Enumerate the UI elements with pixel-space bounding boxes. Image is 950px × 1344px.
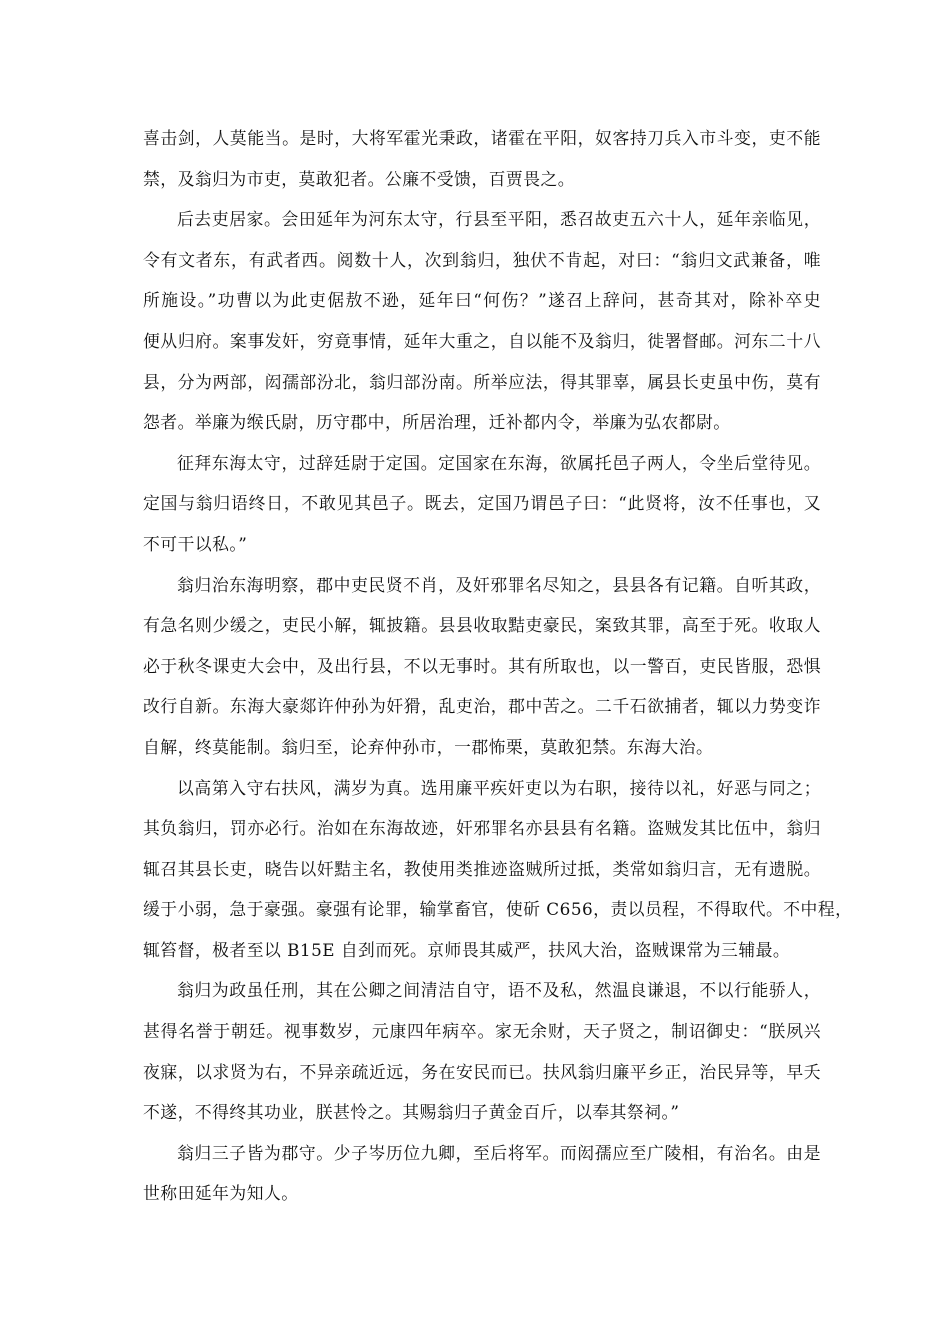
text-line: 世称田延年为知人。 bbox=[143, 1183, 299, 1204]
text-line: 翁归治东海明察，郡中吏民贤不肖，及奸邪罪名尽知之，县县各有记籍。自听其政， bbox=[177, 574, 821, 595]
text-line: 其负翁归，罚亦必行。治如在东海故迹，奸邪罪名亦县县有名籍。盗贼发其比伍中，翁归 bbox=[143, 818, 821, 839]
text-line: 有急名则少缓之，吏民小解，辄披籍。县县收取黠吏豪民，案致其罪，高至于死。收取人 bbox=[143, 615, 821, 636]
text-line: 自解，终莫能制。翁归至，论弃仲孙市，一郡怖栗，莫敢犯禁。东海大治。 bbox=[143, 736, 714, 757]
text-line: 改行自新。东海大豪郯许仲孙为奸猾，乱吏治，郡中苦之。二千石欲捕者，辄以力势变诈 bbox=[143, 696, 821, 717]
text-line: 翁归三子皆为郡守。少子岑历位九卿，至后将军。而闳孺应至广陵相，有治名。由是 bbox=[177, 1142, 821, 1163]
text-line: 令有文者东，有武者西。阅数十人，次到翁归，独伏不肯起，对曰：“翁归文武兼备，唯 bbox=[143, 249, 821, 270]
text-line: 禁，及翁归为市吏，莫敢犯者。公廉不受馈，百贾畏之。 bbox=[143, 168, 576, 189]
text-line: 甚得名誉于朝廷。视事数岁，元康四年病卒。家无余财，天子贤之，制诏御史：“朕夙兴 bbox=[143, 1021, 821, 1042]
text-line: 怨者。举廉为缑氏尉，历守郡中，所居治理，迁补都内令，举廉为弘农都尉。 bbox=[143, 412, 731, 433]
text-line: 翁归为政虽任刑，其在公卿之间清洁自守，语不及私，然温良谦退，不以行能骄人， bbox=[177, 980, 821, 1001]
text-line: 喜击剑，人莫能当。是时，大将军霍光秉政，诸霍在平阳，奴客持刀兵入市斗变，吏不能 bbox=[143, 128, 821, 148]
text-line: 征拜东海太守，过辞廷尉于定国。定国家在东海，欲属托邑子两人，令坐后堂待见。 bbox=[177, 452, 821, 473]
text-line: 以高第入守右扶风，满岁为真。选用廉平疾奸吏以为右职，接待以礼，好恶与同之； bbox=[177, 777, 821, 798]
text-line: 后去吏居家。会田延年为河东太守，行县至平阳，悉召故吏五六十人，延年亲临见， bbox=[177, 209, 821, 230]
text-line: 便从归府。案事发奸，穷竟事情，延年大重之，自以能不及翁归，徙署督邮。河东二十八 bbox=[143, 330, 821, 351]
text-line: 不遂，不得终其功业，朕甚怜之。其赐翁归子黄金百斤，以奉其祭祠。” bbox=[143, 1102, 680, 1123]
document-body bbox=[143, 118, 853, 1214]
text-line: 不可干以私。” bbox=[143, 533, 248, 554]
text-line: 定国与翁归语终日，不敢见其邑子。既去，定国乃谓邑子曰：“此贤将，汝不任事也，又 bbox=[143, 493, 821, 514]
text-line: 辄召其县长吏，晓告以奸黠主名，教使用类推迹盗贼所过抵，类常如翁归言，无有遗脱。 bbox=[143, 858, 821, 879]
text-line: 夜寐，以求贤为右，不异亲疏近远，务在安民而已。扶风翁归廉平乡正，治民异等，早夭 bbox=[143, 1061, 821, 1082]
text-line: 辄笞督，极者至以 B15E 自刭而死。京师畏其威严，扶风大治，盗贼课常为三辅最。 bbox=[143, 939, 791, 960]
text-line: 所施设。”功曹以为此吏倨敖不逊，延年曰“何伤？”遂召上辞问，甚奇其对，除补卒史 bbox=[143, 290, 821, 311]
text-line: 县，分为两部，闳孺部汾北，翁归部汾南。所举应法，得其罪辜，属县长吏虽中伤，莫有 bbox=[143, 371, 821, 392]
text-line: 必于秋冬课吏大会中，及出行县，不以无事时。其有所取也，以一警百，吏民皆服，恐惧 bbox=[143, 655, 821, 676]
text-line: 缓于小弱，急于豪强。豪强有论罪，输掌畜官，使斫 C656，责以员程，不得取代。不中程， bbox=[143, 899, 853, 920]
